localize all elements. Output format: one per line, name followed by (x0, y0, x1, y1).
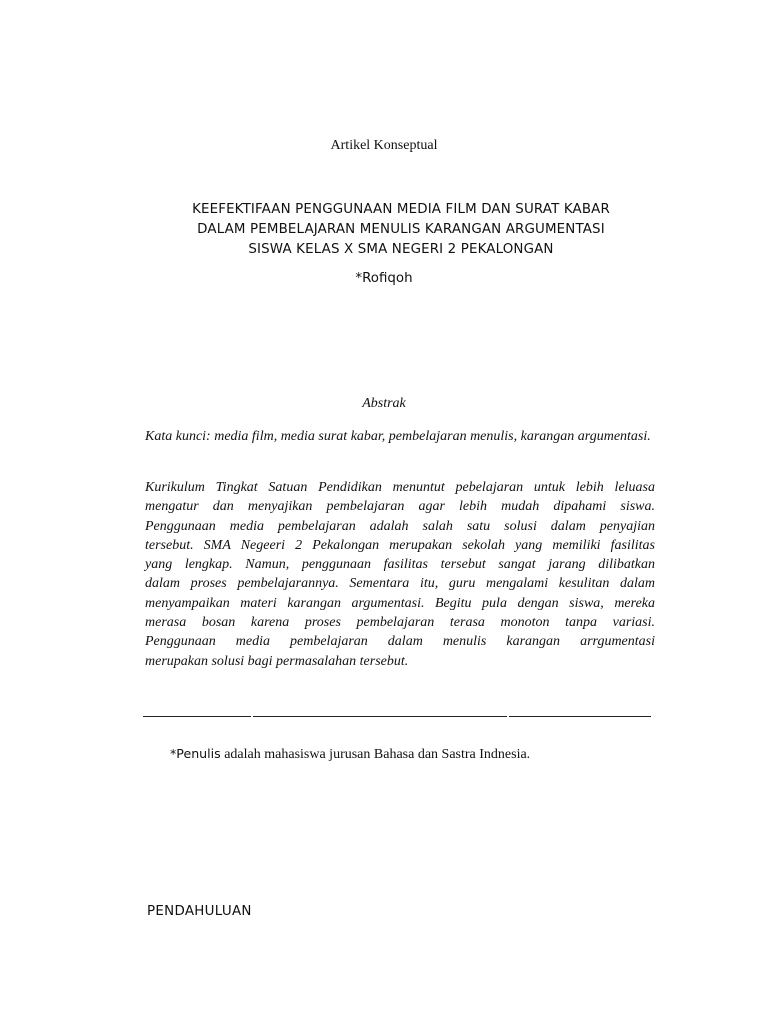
abstract-line: Kurikulum Tingkat Satuan Pendidikan menuntut pebelajaran untuk lebih leluasa (145, 480, 655, 495)
article-title (144, 200, 658, 260)
footnote-divider (509, 716, 651, 717)
footnote-divider (143, 716, 251, 717)
author-name: *Rofiqoh (355, 271, 413, 286)
keywords-paragraph: Kata kunci: media film, media surat kabar, pembelajaran menulis, karangan argumentasi. (145, 429, 651, 444)
abstract-line: merasa bosan karena proses pembelajaran terasa monoton tanpa variasi. (145, 615, 655, 631)
footnote-text: adalah mahasiswa jurusan Bahasa dan Sastra Indnesia. (220, 747, 531, 762)
footnote-marker: *Penulis (170, 746, 221, 761)
article-type-label: Artikel Konseptual (330, 138, 438, 153)
author-footnote (170, 746, 530, 763)
abstract-line: yang lengkap. Namun, penggunaan fasilitas tersebut sangat jarang dilibatkan (145, 557, 655, 573)
article-title-line: DALAM PEMBELAJARAN MENULIS KARANGAN ARGUMENTASI (197, 222, 605, 237)
abstract-line: merupakan solusi bagi permasalahan tersebut. (145, 653, 409, 669)
abstract-paragraph (145, 478, 655, 671)
abstract-heading: Abstrak (362, 396, 406, 411)
abstract-line: dalam proses pembelajarannya. Sementara itu, guru mengalami kesulitan dalam (145, 576, 655, 592)
abstract-line: tersebut. SMA Negeeri 2 Pekalongan merupakan sekolah yang memiliki fasilitas (145, 537, 655, 553)
abstract-line: Penggunaan media pembelajaran dalam menulis karangan arrgumentasi (145, 634, 655, 650)
article-title-line: SISWA KELAS X SMA NEGERI 2 PEKALONGAN (248, 242, 554, 257)
footnote-divider (253, 716, 507, 717)
abstract-line: menyampaikan materi karangan argumentasi. Begitu pula dengan siswa, mereka (145, 595, 655, 611)
abstract-line: Penggunaan media pembelajaran adalah salah satu solusi dalam penyajian (145, 518, 655, 534)
article-title-line: KEEFEKTIFAAN PENGGUNAAN MEDIA FILM DAN SURAT KABAR (192, 202, 610, 217)
abstract-line: mengatur dan menyajikan pembelajaran agar lebih mudah dipahami siswa. (145, 499, 655, 515)
section-heading: PENDAHULUAN (147, 904, 252, 919)
